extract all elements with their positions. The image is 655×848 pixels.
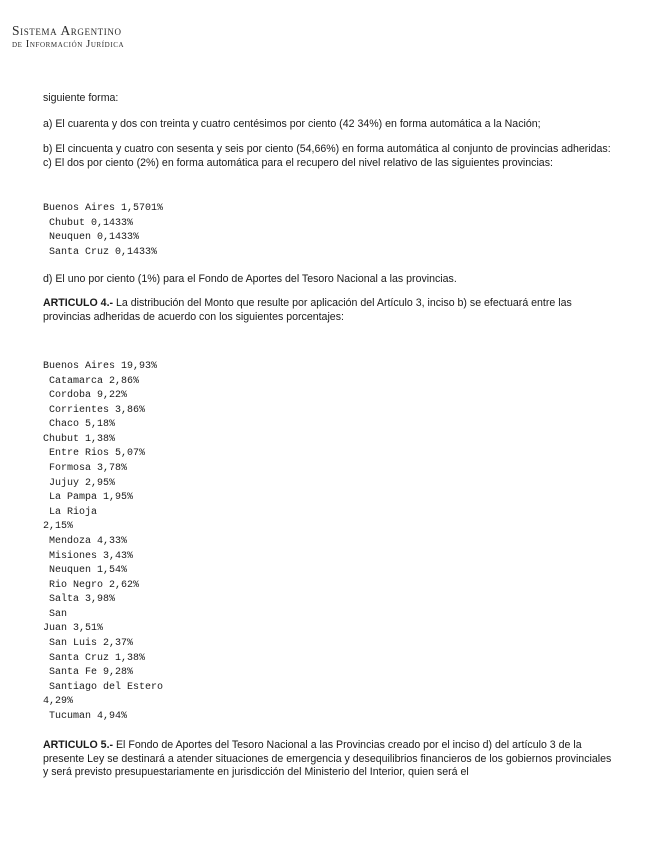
list2-line: San Luis 2,37%: [43, 638, 134, 650]
list2-line: Formosa 3,78%: [43, 463, 128, 475]
article-4: [43, 297, 618, 324]
article-4-text: La distribución del Monto que resulte por aplicación del Artículo 3, inciso b) se efectuará entre las provincias adheridas de acuerdo con los siguientes porcentajes:: [43, 297, 572, 323]
article-5-text: El Fondo de Aportes del Tesoro Nacional a las Provincias creado por el inciso d) del artículo 3 de la presente Ley se destinará a atender situaciones de emergencia y desequilibrios financieros de los gobiernos provinciales y será previsto presupuestariamente en jurisdicción del Ministerio del Interior, quien será el: [43, 739, 612, 779]
list2-line: Cordoba 9,22%: [43, 390, 128, 402]
list2-line: Rio Negro 2,62%: [43, 579, 140, 591]
list2-line: San: [43, 608, 68, 620]
list2-line: Misiones 3,43%: [43, 550, 134, 562]
list2-line: Mendoza 4,33%: [43, 535, 128, 547]
list2-line: Santa Fe 9,28%: [43, 667, 134, 679]
list2-line: Juan 3,51%: [43, 623, 104, 635]
site-header: [12, 24, 124, 50]
list2-line: Santiago del Estero: [43, 681, 164, 693]
list2-line: Jujuy 2,95%: [43, 477, 116, 489]
list2-line: Santa Cruz 1,38%: [43, 652, 146, 664]
article-5: [43, 739, 618, 780]
list1-line: Santa Cruz 0,1433%: [43, 247, 158, 259]
list2-line: Entre Rios 5,07%: [43, 448, 146, 460]
list2-line: Neuquen 1,54%: [43, 565, 128, 577]
list1-line: Chubut 0,1433%: [43, 217, 134, 229]
list2-line: 4,29%: [43, 696, 74, 708]
paragraph-a: a) El cuarenta y dos con treinta y cuatro centésimos por ciento (42 34%) en forma automática a la Nación;: [43, 118, 541, 130]
paragraph-b-c: b) El cincuenta y cuatro con sesenta y seis por ciento (54,66%) en forma automática al conjunto de provincias adheridas: c) El dos por ciento (2%) en forma automática para el recupero del nivel relativo de las siguientes provincias:: [43, 143, 611, 169]
list2-line: Chubut 1,38%: [43, 433, 116, 445]
list2-line: La Pampa 1,95%: [43, 492, 134, 504]
list2-line: Chaco 5,18%: [43, 419, 116, 431]
paragraph-intro: siguiente forma:: [43, 92, 119, 104]
list1-line: Buenos Aires 1,5701%: [43, 203, 164, 214]
list2-line: La Rioja: [43, 506, 98, 518]
header-subtitle: de Información Jurídica: [12, 38, 125, 50]
paragraph-d: d) El uno por ciento (1%) para el Fondo de Aportes del Tesoro Nacional a las provincias.: [43, 273, 457, 285]
article-4-label: ARTICULO 4.-: [43, 297, 114, 309]
list2-line: Tucuman 4,94%: [43, 710, 128, 722]
list2-line: Salta 3,98%: [43, 594, 116, 606]
list2-line: Buenos Aires 19,93%: [43, 361, 158, 372]
article-5-label: ARTICULO 5.-: [43, 739, 114, 751]
list1-line: Neuquen 0,1433%: [43, 232, 140, 244]
list2-line: Corrientes 3,86%: [43, 404, 146, 416]
list2-line: 2,15%: [43, 521, 74, 533]
list2-line: Catamarca 2,86%: [43, 375, 140, 387]
header-title: Sistema Argentino: [12, 23, 122, 38]
